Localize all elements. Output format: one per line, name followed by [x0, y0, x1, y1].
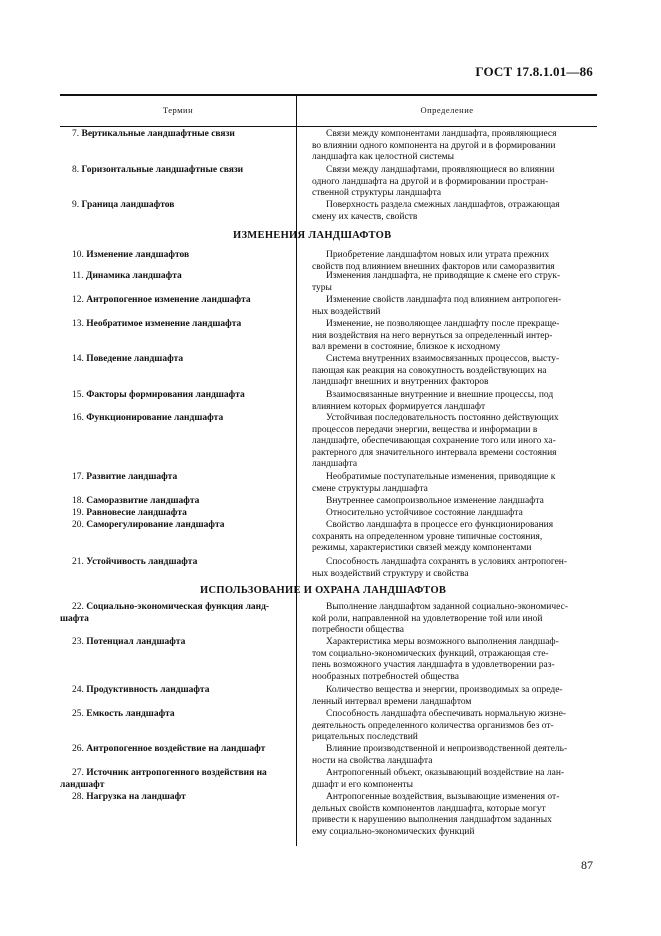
term-name: Изменение ландшафтов — [86, 250, 190, 260]
section-title-use-and-protection: ИСПОЛЬЗОВАНИЕ И ОХРАНА ЛАНДШАФТОВ — [200, 585, 447, 596]
term-number: 12. — [72, 295, 84, 305]
definition-cell: Характеристика меры возможного выполнения ландшаф- том социально-экономических функций, отражающая сте- пень возможного участия ландшафта в удовлетворении раз- нообразных потребностей общества — [312, 637, 559, 682]
term-number: 7. — [72, 129, 80, 139]
column-header-definition: Определение — [420, 105, 474, 115]
term-name: Граница ландшафтов — [81, 200, 175, 210]
term-name: Поведение ландшафта — [86, 354, 184, 364]
term-cell — [60, 792, 290, 804]
term-number: 14. — [72, 354, 84, 364]
term-name: Горизонтальные ландшафтные связи — [81, 165, 244, 175]
term-cell — [60, 637, 290, 649]
term-cell — [60, 200, 290, 212]
term-number: 13. — [72, 319, 84, 329]
term-cell — [60, 319, 290, 331]
term-name: Развитие ландшафта — [86, 472, 178, 482]
term-number: 26. — [72, 744, 84, 754]
term-cell — [60, 602, 290, 625]
term-number: 25. — [72, 709, 84, 719]
definition-cell: Взаимосвязанные внутренние и внешние процессы, под влиянием которых формируется ландшафт — [312, 390, 554, 412]
definition-cell: Связи между компонентами ландшафта, проявляющиеся во влиянии одного компонента на другой и в формировании ландшафта как целостной системы — [312, 129, 557, 162]
term-name: Факторы формирования ландшафта — [86, 390, 245, 400]
term-name: Антропогенное изменение ландшафта — [86, 295, 251, 305]
definition-cell: Количество вещества и энергии, производимых за опреде- ленный интервал времени ландшафтом — [312, 685, 563, 707]
term-cell — [60, 129, 290, 141]
term-cell — [60, 390, 290, 402]
term-number: 19. — [72, 508, 84, 518]
term-name: Саморегулирование ландшафта — [86, 520, 225, 530]
term-number: 24. — [72, 685, 84, 695]
definition-cell: Изменение, не позволяющее ландшафту после прекраще- ния воздействия на него вернуться за определенный интер- вал времени в состояние, близкое к исходному — [312, 319, 560, 352]
term-cell — [60, 557, 290, 569]
term-number: 9. — [72, 200, 80, 210]
term-name: Потенциал ландшафта — [86, 637, 186, 647]
term-number: 27. — [72, 768, 84, 778]
term-cell — [60, 685, 290, 697]
term-cell — [60, 709, 290, 721]
definition-cell: Влияние производственной и непроизводственной деятель- ности на свойства ландшафта — [312, 744, 568, 766]
term-number: 11. — [72, 271, 84, 281]
term-name: Необратимое изменение ландшафта — [86, 319, 242, 329]
definition-cell: Изменение свойств ландшафта под влиянием антропоген- ных воздействий — [312, 295, 562, 317]
page-number: 87 — [581, 858, 593, 872]
column-header-term: Термин — [162, 105, 194, 115]
term-name: Динамика ландшафта — [85, 271, 182, 281]
term-cell — [60, 295, 290, 307]
term-number: 28. — [72, 792, 84, 802]
term-name: Емкость ландшафта — [86, 709, 175, 719]
term-number: 20. — [72, 520, 84, 530]
term-name: Вертикальные ландшафтные связи — [81, 129, 235, 139]
definition-cell: Необратимые поступательные изменения, приводящие к смене структуры ландшафта — [312, 472, 556, 494]
term-number: 22. — [72, 602, 84, 612]
term-number: 23. — [72, 637, 84, 647]
table-header — [60, 94, 597, 127]
definition-cell: Устойчивая последовательность постоянно действующих процессов передачи энергии, вещества и информации в ландшафте, обеспечивающая сохранение того или иного ха- рактерного для значительного интервала времени состояния ландшафта — [312, 413, 559, 469]
definition-cell: Система внутренних взаимосвязанных процессов, высту- пающая как реакция на совокупность воздействующих на ландшафт внешних и внутренних факторов — [312, 354, 560, 387]
definition-cell: Выполнение ландшафтом заданной социально-экономичес- кой роли, направленной на удовлетворение той или иной потребности общества — [312, 602, 568, 635]
term-name: Функционирование ландшафта — [86, 413, 224, 423]
term-number: 16. — [72, 413, 84, 423]
definition-cell: Антропогенные воздействия, вызывающие изменения от- дельных свойств компонентов ландшафта, которые могут привести к нарушению выполнения ландшафтом заданных ему социально-экономических функций — [312, 792, 560, 837]
definition-cell: Свойство ландшафта в процессе его функционирования сохранять на определенном уровне типичные состояния, режимы, характеристики связей между компонентами — [312, 520, 554, 553]
term-cell — [60, 472, 290, 484]
term-number: 15. — [72, 390, 84, 400]
definition-cell: Внутреннее самопроизвольное изменение ландшафта — [326, 496, 544, 506]
term-cell — [60, 744, 290, 756]
definition-cell: Антропогенный объект, оказывающий воздействие на лан- дшафт и его компоненты — [312, 768, 565, 790]
term-name: Саморазвитие ландшафта — [86, 496, 200, 506]
term-name: Нагрузка на ландшафт — [86, 792, 186, 802]
term-number: 18. — [72, 496, 84, 506]
definition-cell: Изменения ландшафта, не приводящие к смене его струк- туры — [312, 271, 561, 293]
term-cell — [60, 508, 290, 520]
term-cell — [60, 250, 290, 262]
term-cell — [60, 768, 290, 791]
term-cell — [60, 354, 290, 366]
term-number: 17. — [72, 472, 84, 482]
definition-cell: Относительно устойчивое состояние ландшафта — [326, 508, 523, 518]
term-number: 21. — [72, 557, 84, 567]
term-cell — [60, 271, 290, 283]
term-name: Антропогенное воздействие на ландшафт — [86, 744, 266, 754]
definition-cell: Способность ландшафта сохранять в условиях антропоген- ных воздействий структуру и свойства — [312, 557, 568, 579]
definition-cell: Связи между ландшафтами, проявляющиеся во влиянии одного ландшафта на другой и в формировании простран- ственной структуры ландшафта — [312, 165, 555, 198]
term-name: Равновесие ландшафта — [86, 508, 187, 518]
term-name: Продуктивность ландшафта — [86, 685, 210, 695]
term-name: Социально-экономическая функция ланд- шафта — [60, 602, 270, 624]
section-title-changes: ИЗМЕНЕНИЯ ЛАНДШАФТОВ — [233, 230, 392, 241]
definition-cell: Поверхность раздела смежных ландшафтов, отражающая смену их качеств, свойств — [312, 200, 560, 222]
term-cell — [60, 165, 290, 177]
document-code: ГОСТ 17.8.1.01—86 — [475, 64, 593, 79]
term-cell — [60, 413, 290, 425]
term-number: 8. — [72, 165, 80, 175]
definition-cell: Способность ландшафта обеспечивать нормальную жизне- деятельность определенного количества организмов без от- рицательных последствий — [312, 709, 566, 742]
term-number: 10. — [72, 250, 84, 260]
term-cell — [60, 496, 290, 508]
definition-cell: Приобретение ландшафтом новых или утрата прежних свойств под влиянием внешних факторов или саморазвития — [312, 250, 555, 272]
term-name: Источник антропогенного воздействия на ландшафт — [60, 768, 267, 790]
term-cell — [60, 520, 290, 532]
term-name: Устойчивость ландшафта — [86, 557, 198, 567]
